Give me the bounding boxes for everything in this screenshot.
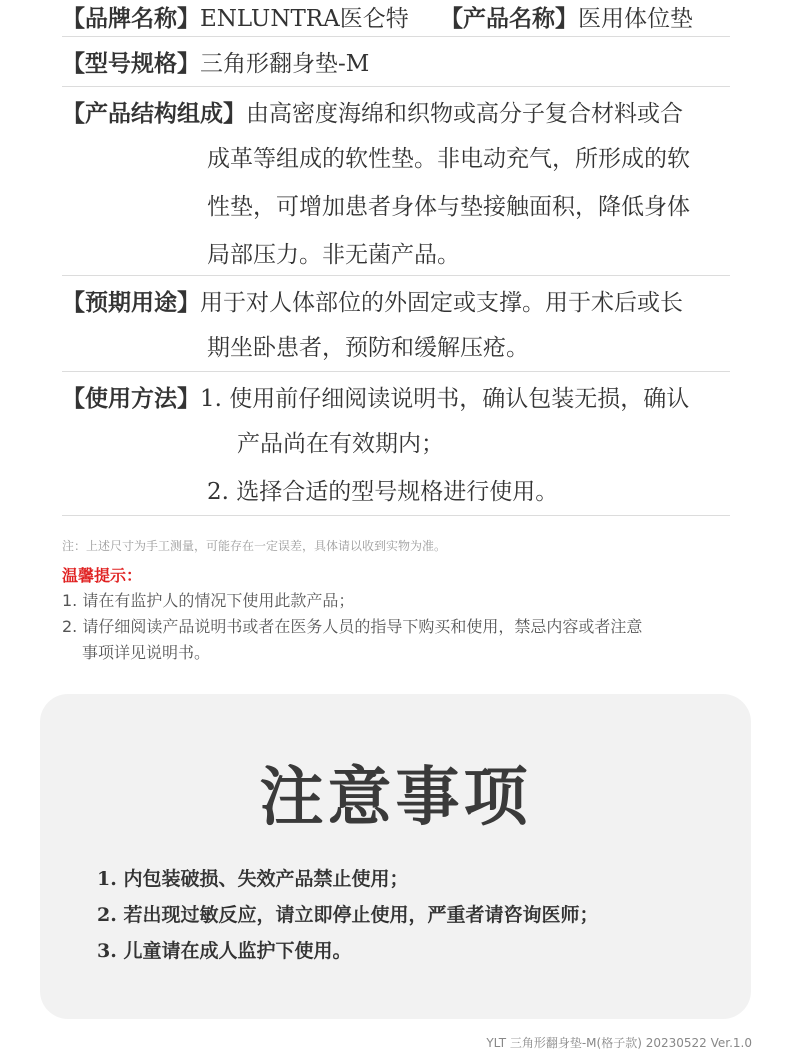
brand-value: ENLUNTRA医仑特 (200, 5, 409, 32)
model-value: 三角形翻身垫-M (200, 50, 370, 77)
precautions-title: 注意事项 (259, 760, 532, 835)
brand-label: 【品牌名称】 (62, 4, 200, 32)
use-line-2: 期坐卧患者，预防和缓解压疮。 (207, 335, 529, 361)
precaution-item-2: 2. 若出现过敏反应，请立即停止使用，严重者请咨询医师； (97, 904, 599, 926)
structure-line-1: 由高密度海绵和织物或高分子复合材料或合 (246, 100, 683, 127)
structure-label: 【产品结构组成】 (62, 99, 246, 127)
structure-line-3: 性垫，可增加患者身体与垫接触面积，降低身体 (207, 194, 690, 220)
precaution-item-1: 1. 内包装破损、失效产品禁止使用； (97, 868, 409, 890)
warm-tip-1: 1. 请在有监护人的情况下使用此款产品； (62, 591, 355, 610)
method-line-3: 2. 选择合适的型号规格进行使用。 (207, 479, 559, 505)
spec-row-structure (62, 87, 730, 276)
structure-line-2: 成革等组成的软性垫。非电动充气，所形成的软 (207, 146, 690, 172)
warm-tips-title: 温馨提示： (62, 566, 143, 585)
model-label: 【型号规格】 (62, 49, 200, 77)
measurement-note: 注：上述尺寸为手工测量，可能存在一定误差，具体请以收到实物为准。 (62, 539, 447, 553)
method-label: 【使用方法】 (62, 384, 200, 412)
use-line-1: 用于对人体部位的外固定或支撑。用于术后或长 (200, 289, 683, 316)
method-line-2: 产品尚在有效期内； (237, 431, 444, 457)
spec-row-method (62, 372, 730, 516)
method-line-1: 1. 使用前仔细阅读说明书，确认包装无损，确认 (200, 385, 690, 412)
product-value: 医用体位垫 (578, 5, 693, 32)
product-label: 【产品名称】 (440, 4, 578, 32)
precautions-card (40, 694, 751, 1019)
warm-tip-2-cont: 事项详见说明书。 (82, 643, 211, 662)
spec-table (62, 0, 730, 516)
precaution-item-3: 3. 儿童请在成人监护下使用。 (97, 940, 352, 962)
spec-row-use (62, 276, 730, 372)
warm-tip-2: 2. 请仔细阅读产品说明书或者在医务人员的指导下购买和使用，禁忌内容或者注意 (62, 617, 643, 636)
use-label: 【预期用途】 (62, 288, 200, 316)
spec-row-model (62, 37, 730, 87)
spec-row-brand (62, 0, 730, 37)
structure-line-4: 局部压力。非无菌产品。 (207, 242, 460, 268)
version-footer: YLT 三角形翻身垫-M(格子款) 20230522 Ver.1.0 (486, 1036, 752, 1050)
